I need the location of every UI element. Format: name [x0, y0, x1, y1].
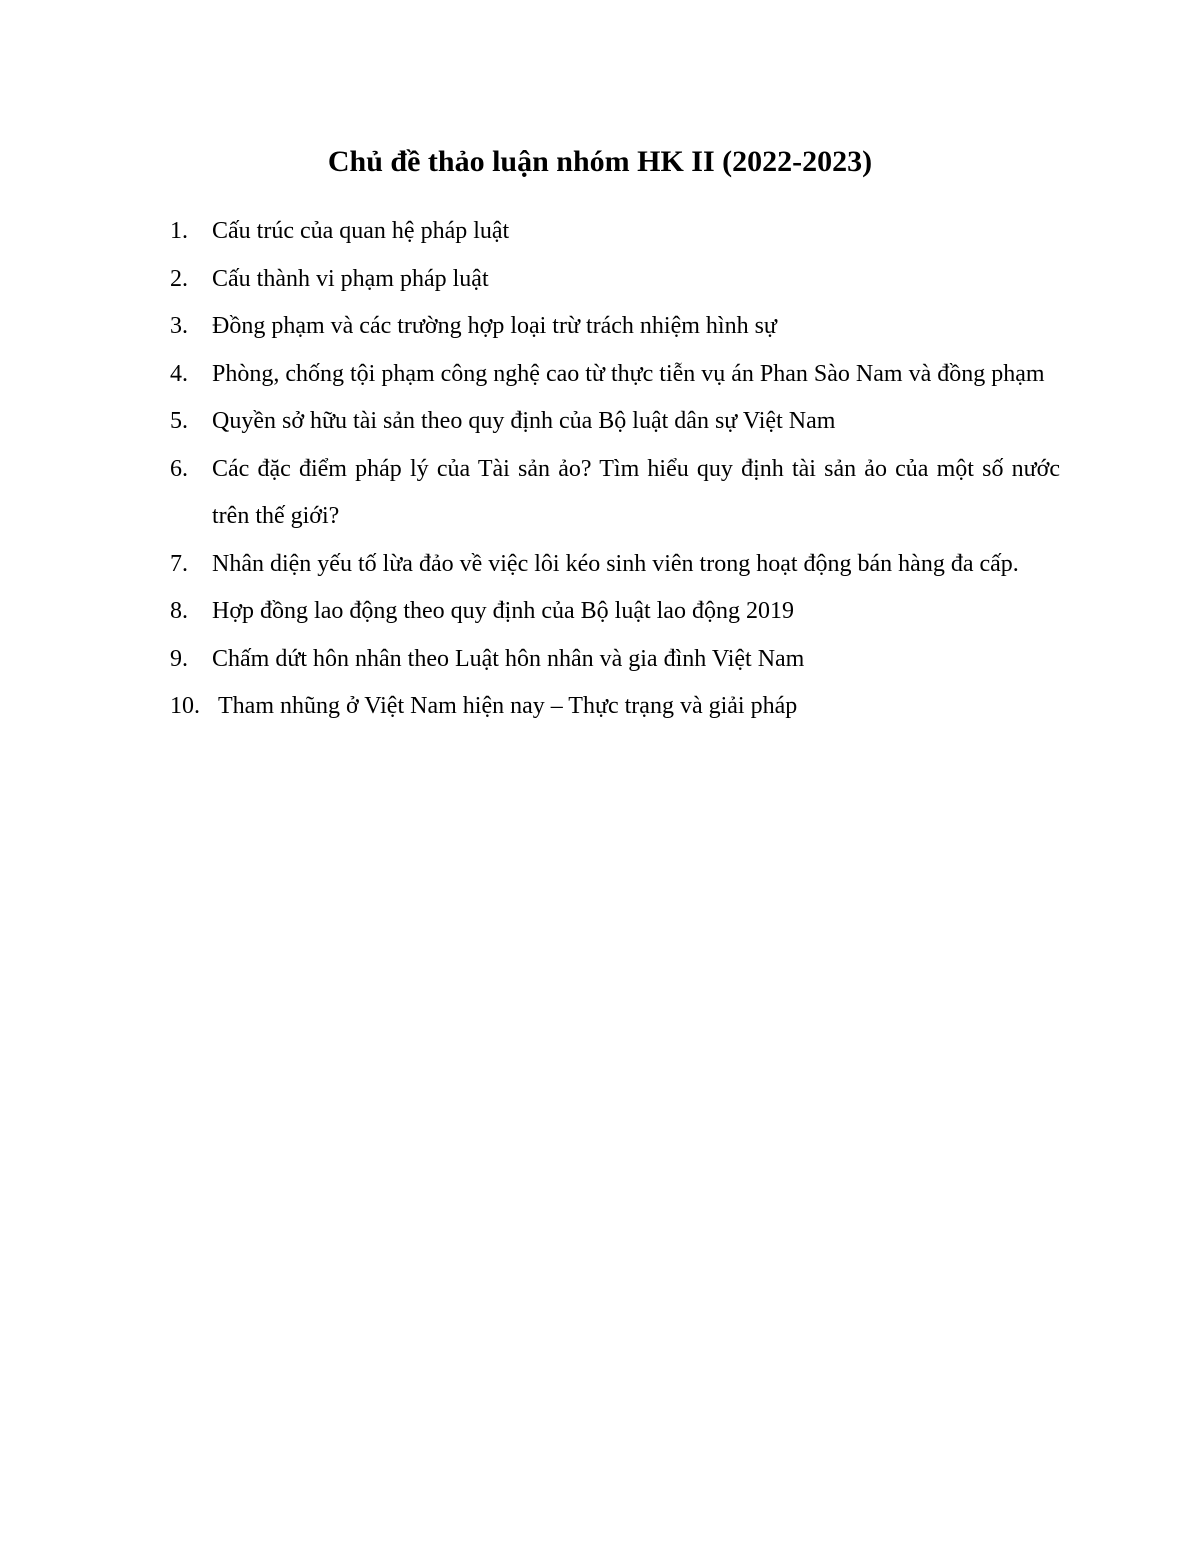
item-number: 6. — [170, 455, 188, 482]
list-item — [170, 541, 1060, 589]
list-item — [170, 256, 1060, 304]
list-item — [170, 351, 1060, 399]
item-number: 4. — [170, 360, 188, 387]
item-text: Cấu trúc của quan hệ pháp luật — [212, 218, 510, 244]
item-text: Quyền sở hữu tài sản theo quy định của Bộ luật dân sự Việt Nam — [212, 408, 836, 434]
item-number: 8. — [170, 598, 188, 624]
item-text: Nhân diện yếu tố lừa đảo về việc lôi kéo sinh viên trong hoạt động bán hàng đa cấp. — [212, 550, 1019, 577]
item-text: Đồng phạm và các trường hợp loại trừ trách nhiệm hình sự — [212, 313, 777, 339]
list-item — [170, 303, 1060, 351]
item-text: Các đặc điểm pháp lý của Tài sản ảo? Tìm hiểu quy định tài sản ảo của một số nước trên thế giới? — [212, 455, 1060, 529]
item-number: 2. — [170, 265, 188, 292]
list-item — [170, 398, 1060, 446]
page-title: Chủ đề thảo luận nhóm HK II (2022-2023) — [327, 145, 873, 178]
list-item — [170, 446, 1060, 541]
list-item — [170, 208, 1060, 256]
item-text: Hợp đồng lao động theo quy định của Bộ luật lao động 2019 — [212, 598, 794, 624]
item-number: 3. — [170, 313, 188, 339]
item-number: 5. — [170, 408, 188, 434]
item-text: Tham nhũng ở Việt Nam hiện nay – Thực trạng và giải pháp — [218, 693, 798, 719]
list-item — [170, 636, 1060, 684]
item-text: Chấm dứt hôn nhân theo Luật hôn nhân và gia đình Việt Nam — [212, 645, 805, 672]
item-text: Phòng, chống tội phạm công nghệ cao từ thực tiễn vụ án Phan Sào Nam và đồng phạm — [212, 360, 1045, 387]
item-number: 10. — [170, 693, 200, 719]
item-number: 1. — [170, 218, 188, 244]
list-item — [170, 683, 1060, 731]
item-text: Cấu thành vi phạm pháp luật — [212, 265, 489, 292]
item-number: 7. — [170, 550, 188, 577]
topic-list — [170, 208, 1060, 731]
list-item — [170, 588, 1060, 636]
item-number: 9. — [170, 645, 188, 672]
